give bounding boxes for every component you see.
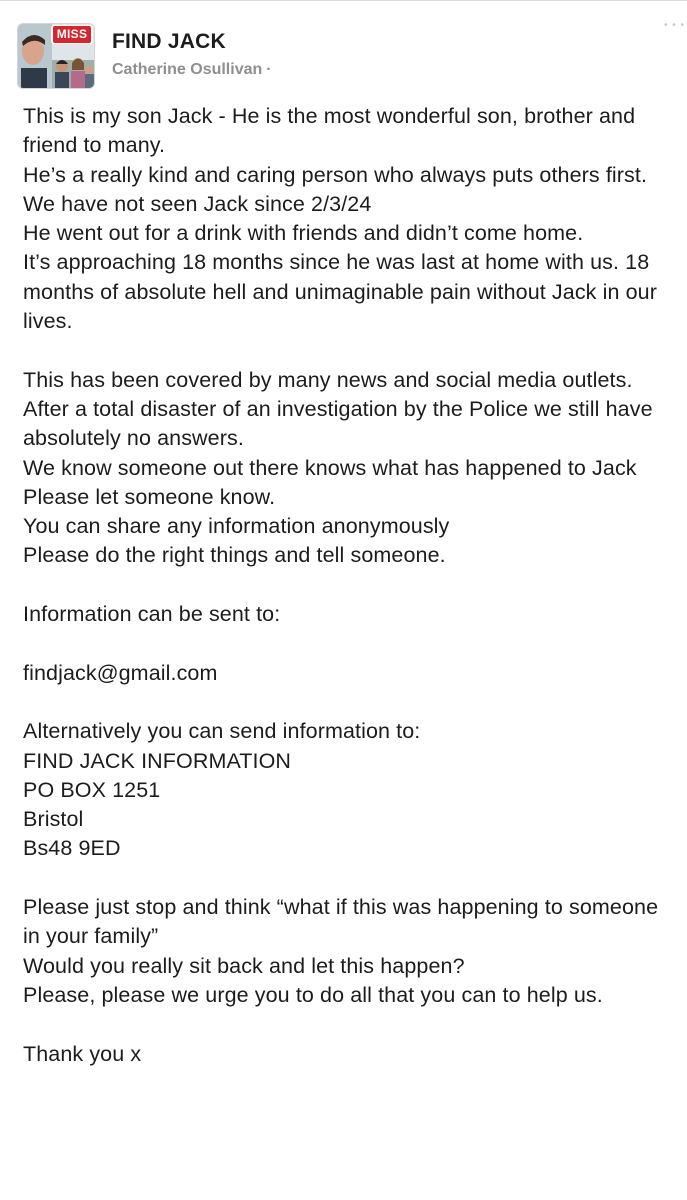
post-text-line: findjack@gmail.com bbox=[23, 660, 218, 685]
post-text-line: This is my son Jack - He is the most wonderful son, brother and friend to many. bbox=[23, 104, 636, 158]
post-text-line: Please let someone know. bbox=[23, 484, 276, 509]
group-name[interactable]: FIND JACK bbox=[112, 29, 226, 53]
author-line bbox=[112, 59, 272, 81]
blank-line bbox=[23, 688, 673, 717]
missing-badge: MISS bbox=[53, 26, 91, 43]
separator-dot: · bbox=[266, 60, 272, 78]
post-body bbox=[23, 102, 673, 1069]
group-avatar[interactable] bbox=[17, 23, 95, 89]
post-text-line: You can share any information anonymously bbox=[23, 514, 450, 539]
post-text-line: Bristol bbox=[23, 807, 84, 832]
post-text-line: It’s approaching 18 months since he was last at home with us. 18 months of absolute hell and unimaginable pain without Jack in our lives. bbox=[23, 250, 657, 334]
header-text bbox=[112, 28, 272, 81]
post-text-line: Please just stop and think “what if this was happening to someone in your family” bbox=[23, 895, 659, 949]
post-text-line: Would you really sit back and let this happen? bbox=[23, 953, 465, 978]
post-text-line: This has been covered by many news and social media outlets. After a total disaster of an investigation by the Police we still have absolutely no answers. bbox=[23, 367, 653, 451]
post-text-line: We have not seen Jack since 2/3/24 bbox=[23, 191, 372, 216]
post-text-line: Bs48 9ED bbox=[23, 836, 121, 861]
blank-line bbox=[23, 571, 673, 600]
post-text-line: FIND JACK INFORMATION bbox=[23, 748, 292, 773]
blank-line bbox=[23, 336, 673, 365]
post-text-line: PO BOX 1251 bbox=[23, 777, 161, 802]
post-text-line: Information can be sent to: bbox=[23, 602, 281, 627]
post-text-line: Please do the right things and tell someone. bbox=[23, 543, 446, 568]
blank-line bbox=[23, 864, 673, 893]
post-text-line: Please, please we urge you to do all that you can to help us. bbox=[23, 982, 603, 1007]
post-text-line: Thank you x bbox=[23, 1041, 142, 1066]
post-text-line: Alternatively you can send information to: bbox=[23, 719, 421, 744]
blank-line bbox=[23, 1010, 673, 1039]
more-dots-icon[interactable]: • • • bbox=[663, 20, 685, 31]
post-header bbox=[17, 22, 272, 90]
author-name[interactable]: Catherine Osullivan bbox=[112, 60, 263, 78]
post-text-line: He’s a really kind and caring person who always puts others first. bbox=[23, 162, 648, 187]
post-text-line: He went out for a drink with friends and didn’t come home. bbox=[23, 221, 584, 246]
top-divider bbox=[0, 0, 687, 1]
blank-line bbox=[23, 629, 673, 658]
post-text-line: We know someone out there knows what has happened to Jack bbox=[23, 455, 637, 480]
